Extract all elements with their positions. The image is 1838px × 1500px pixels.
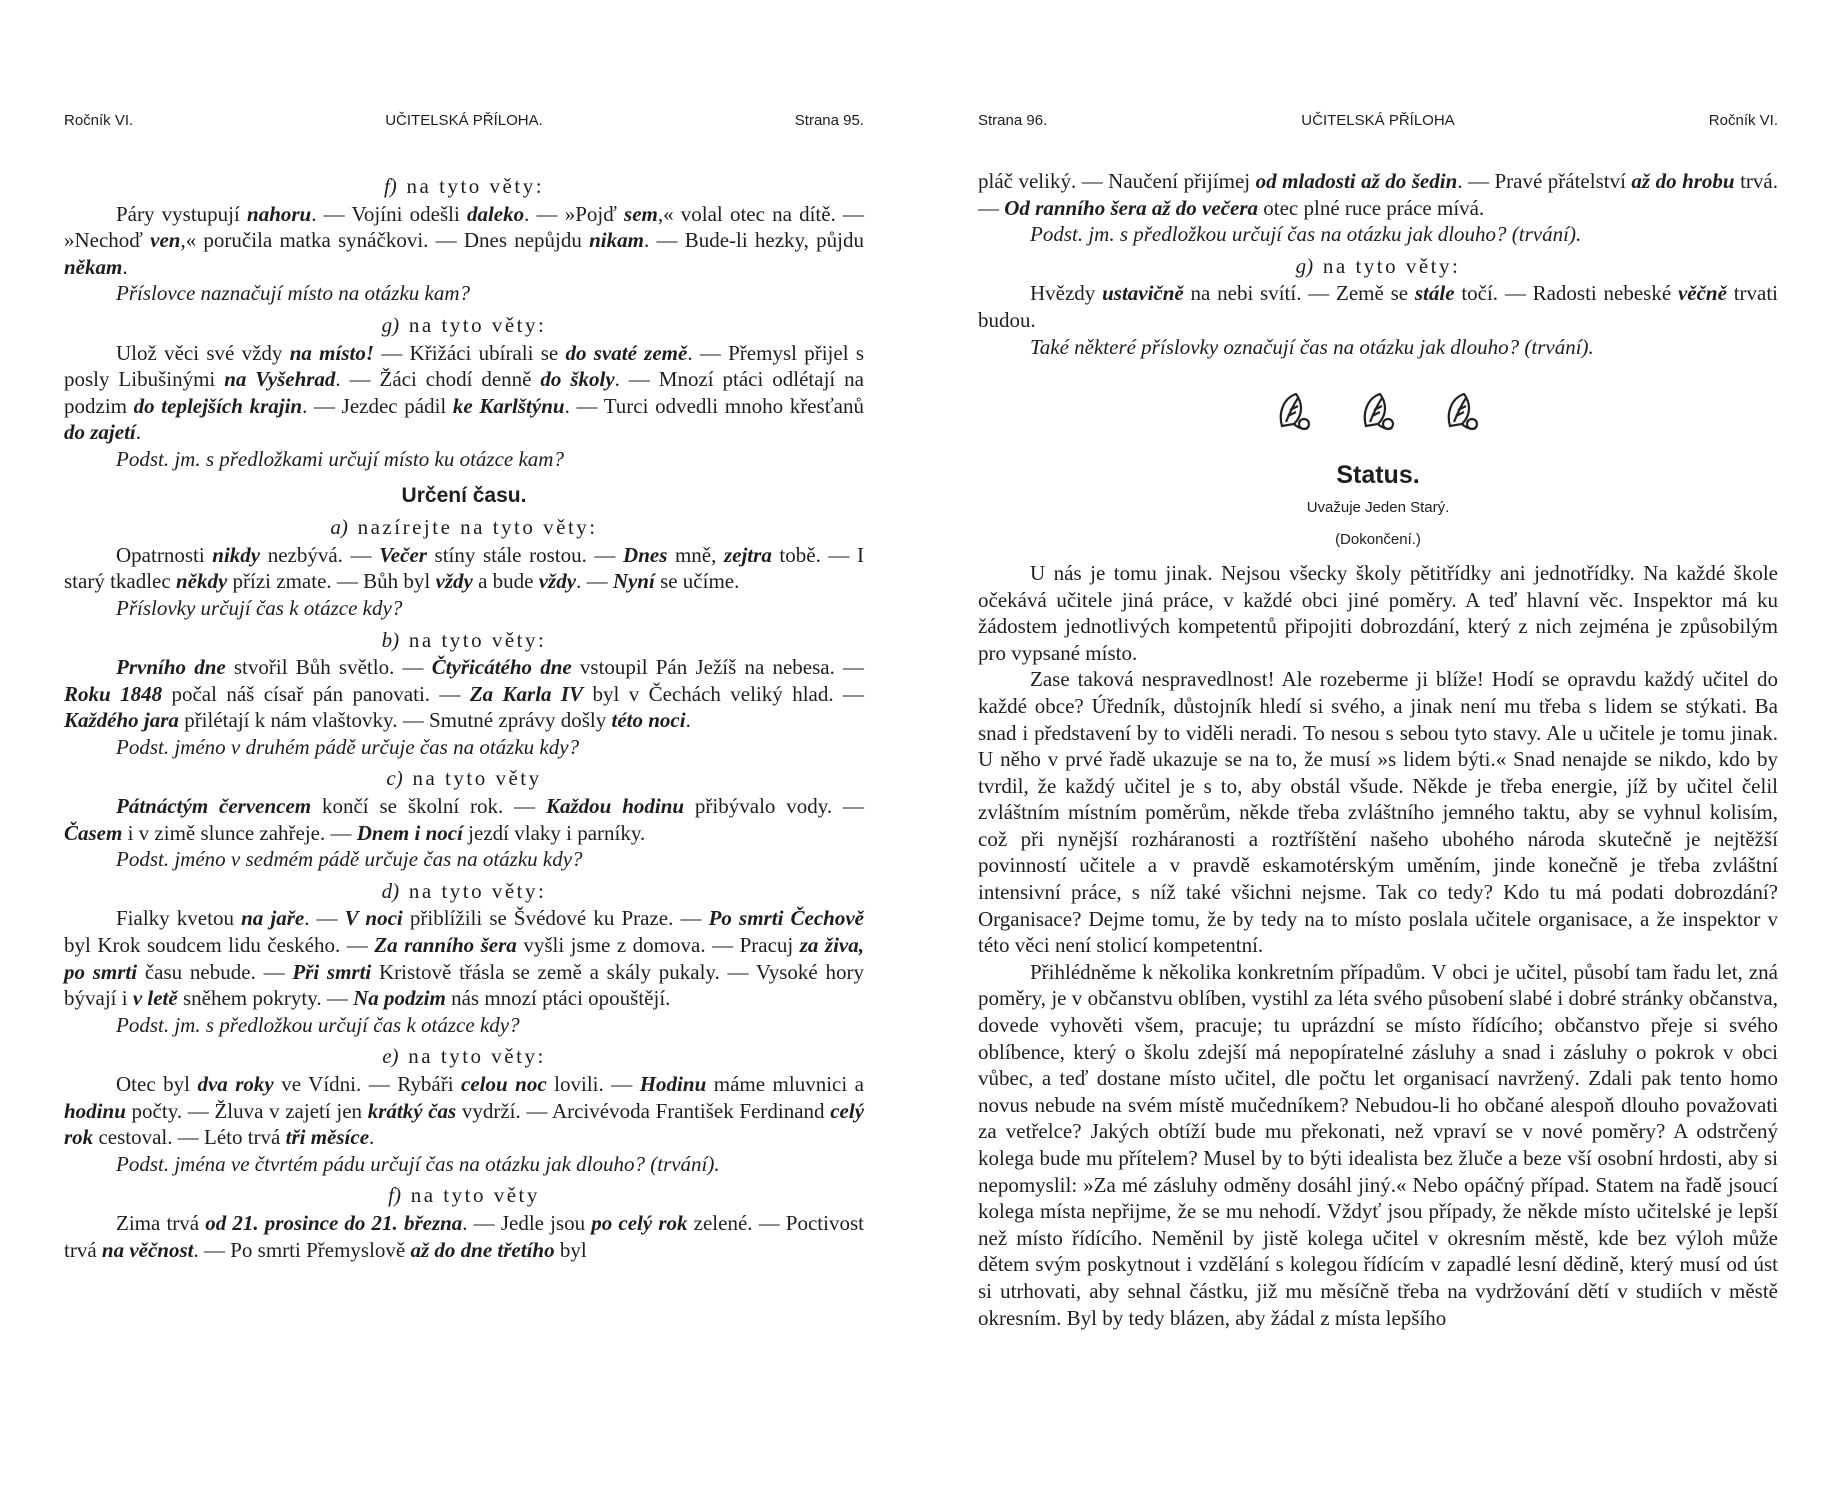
article-paragraph: U nás je tomu jinak. Nejsou všecky školy pětitřídky ani jednotřídky. Na každé škole očekává učitele jiná práce, v každé obci jiné poměry. A teď hlavní věc. Inspektor má ku žádostem jednotlivých kompetentů připojiti dobrozdání, který z nich zejména je způsobilým pro vypsané místo. [978,560,1778,665]
example-sentences: Pátnáctým červencem končí se školní rok. — Každou hodinu přibývalo vody. — Časem i v zimě slunce zahřeje. — Dnem i nocí jezdí vlaky i parníky. [64,794,865,845]
example-sentences: Zima trvá od 21. prosince do 21. března. — Jedle jsou po celý rok zelené. — Poctivost trvá na věčnost. — Po smrti Přemyslově až do dne třetího byl [64,1210,864,1262]
page-number: Strana 96. [978,112,1048,129]
exercise-letter: f) [388,1183,401,1208]
example-sentences: pláč veliký. — Naučení přijímej od mladosti až do šedin. — Pravé přátelství až do hrobu trvá. — Od ranního šera až do večera otec plné ruce práce mívá. [978,169,1778,220]
grammar-rule: Podst. jméno v druhém pádě určuje čas na otázku kdy? [116,734,580,759]
grammar-rule: Také některé příslovky označují čas na otázku jak dlouho? (trvání). [1030,334,1594,359]
grammar-rule: Podst. jm. s předložkou určují čas na otázku jak dlouho? (trvání). [1030,222,1582,247]
page-number: Strana 95. [794,112,864,129]
exercise-heading [64,514,864,541]
exercise-instruction: nazírejte na tyto věty: [349,515,598,540]
article-paragraph: Zase taková nespravedlnost! Ale rozeberme ji blíže! Hodí se opravdu každý učitel do každé obce? Úředník, důstojník hledí si svého, a jinak není mu třeba s lidem se stýkati. Ba snad i představení by to viděli neradi. To nesou s sebou tyto stavy. Ale u učitele je tomu jinak. U něho v prvé řadě ukazuje se na to, že musí »s lidem býti.« Snad nenajde se nikdo, kdo by tvrdil, že každý učitel je s to, aby obstál všude. Někde je třeba energie, jíž by učitel čelil zvláštním místním poměrům, někde třeba zvláštního jemného taktu, aby se vyhnul kolisím, což při nynější rozháranosti a roztříštění našeho ubohého národa skutečně je nejtěžší povinností učitele a v pravdě eskamotérským uměním, jinde konečně je třeba zvláštní intensivní práce, s níž také všichni nejsme. Tak co tedy? Kdo tu má podati dobrozdání? Organisace? Dejme tomu, že by tedy na to místo poslala učitele organisace, a že inspektor v této věci není stolicí kompetentní. [978,667,1778,958]
leaf-ornament-icon [1442,390,1482,432]
exercise-heading [64,1043,864,1070]
journal-title: UČITELSKÁ PŘÍLOHA. [385,112,543,129]
grammar-rule: Podst. jm. s předložkou určují čas k otázce kdy? [116,1012,520,1037]
example-sentences: Páry vystupují nahoru. — Vojíni odešli daleko. — »Pojď sem,« volal otec na dítě. — »Nechoď ven,« poručila matka synáčkovi. — Dnes nepůjdu nikam. — Bude-li hezky, půjdu někam. [64,201,865,279]
exercise-letter: e) [382,1044,399,1069]
article-title: Status. [1336,461,1420,490]
article-paragraph: Přihlédněme k několika konkretním případům. V obci je učitel, působí tam řadu let, zná poměry, je v občanstvu oblíben, vystihl za léta svého působení slabé i dobré stránky občanstva, dovede vyhověti všem, pracuje; tu uprázdní se místo řídícího; občanstvo přeje si svého oblíbence, který o školu zdejší má nepopíratelné zásluhy a snad i zásluhy o pokrok v obci vůbec, a teď dostane místo učitel, dle počtu let organisací navržený. Zdali pak tento homo novus nebude na svém místě mučedníkem? Nebudou-li ho občané alespoň dlouho považovati za vetřelce? Jakých obtíží bude mu překonati, než vpraví se v nové poměry? A odstrčený kolega bude mu přítelem? Musel by to býti idealista bez žluče a beze vší osobní hrdosti, aby si nepomyslil: »Za mé zásluhy odměny dosáhl jiný.« Nebo opáčný případ. Statem na řadě jsoucí kolega místa nepřijme, že se mu nehodí. Vždyť jsou případy, že někde místo učitelské je lepší než místo řídícího. Neměnil by jistě kolega učitel v okresním městě, kde bez výloh může dětem svým poskytnout i vzdělání s kolegou řídícím v zapadlé lesní dědině, který musí od úst si utrhovati, aby sehnal částku, již mu měsíčně třeba na vydržování dětí v studiích v městě okresním. Byl by tedy blázen, aby žádal z místa lepšího [978,959,1778,1330]
section-title: Určení času. [401,483,527,507]
exercise-instruction: na tyto věty [402,1183,540,1208]
ornament-row [978,390,1778,432]
volume-label: Ročník VI. [1708,112,1778,129]
page-body [64,170,864,1263]
exercise-heading [64,765,864,792]
grammar-rule: Podst. jm. s předložkami určují místo ku otázce kam? [116,446,564,471]
exercise-letter: d) [381,878,400,903]
grammar-rule: Podst. jméno v sedmém pádě určuje čas na otázku kdy? [116,847,583,872]
article-author: Uvažuje Jeden Starý. [1306,498,1450,516]
grammar-rule: Příslovce naznačují místo na otázku kam? [116,281,471,306]
exercise-letter: g) [381,312,400,337]
exercise-heading [64,173,864,200]
example-sentences: Hvězdy ustavičně na nebi svítí. — Země se stále točí. — Radosti nebeské věčně trvati budou. [978,281,1779,332]
exercise-heading [64,878,864,905]
exercise-instruction: na tyto věty: [401,878,547,903]
exercise-heading [64,312,864,339]
exercise-instruction: na tyto věty: [401,312,547,337]
grammar-rule: Příslovky určují čas k otázce kdy? [116,595,403,620]
exercise-heading [64,627,864,654]
exercise-instruction: na tyto věty: [400,1044,546,1069]
exercise-letter: a) [330,515,348,540]
leaf-ornament-icon [1274,390,1314,432]
exercise-instruction: na tyto věty: [398,174,545,198]
page-header [64,112,864,136]
exercise-letter: f) [383,174,397,198]
example-sentences: Opatrnosti nikdy nezbývá. — Večer stíny stále rostou. — Dnes mně, zejtra tobě. — I starý tkadlec někdy přízi zmate. — Bůh byl vždy a bude vždy. — Nyní se učíme. [64,542,865,594]
exercise-letter: b) [381,627,400,652]
exercise-continuation [978,168,1778,360]
example-sentences: Fialky kvetou na jaře. — V noci přiblížili se Švédové ku Praze. — Po smrti Čechově byl Krok soudcem lidu českého. — Za ranního šera vyšli jsme z domova. — Pracuj za živa, po smrti času nebude. — Při smrti Kristově třásla se země a skály pukaly. — Vysoké hory bývají i v letě sněhem pokryty. — Na podzim nás mnozí ptáci opouštějí. [64,906,865,1011]
page-body [978,168,1778,1331]
exercise-heading [978,253,1778,280]
article-note: (Dokončení.) [1335,531,1421,549]
page-header [978,112,1778,136]
leaf-ornament-icon [1358,390,1398,432]
exercise-instruction: na tyto věty [404,766,542,791]
example-sentences: Ulož věci své vždy na místo! — Křižáci ubírali se do svaté země. — Přemysl přijel s posly Libušinými na Vyšehrad. — Žáci chodí denně do školy. — Mnozí ptáci odlétají na podzim do teplejších krajin. — Jezdec pádil ke Karlštýnu. — Turci odvedli mnoho křesťanů do zajetí. [64,340,864,445]
example-sentences: Prvního dne stvořil Bůh světlo. — Čtyřicátého dne vstoupil Pán Ježíš na nebesa. — Roku 1848 počal náš císař pán panovati. — Za Karla IV byl v Čechách veliký hlad. — Každého jara přilétají k nám vlaštovky. — Smutné zprávy došly této noci. [64,655,865,733]
exercise-letter: g) [1295,253,1314,278]
exercise-instruction: na tyto věty: [1315,253,1461,278]
volume-label: Ročník VI. [64,112,134,129]
example-sentences: Otec byl dva roky ve Vídni. — Rybáři celou noc lovili. — Hodinu máme mluvnici a hodinu počty. — Žluva v zajetí jen krátký čas vydrží. — Arcivévoda František Ferdinand celý rok cestoval. — Léto trvá tři měsíce. [64,1072,865,1150]
grammar-rule: Podst. jména ve čtvrtém pádu určují čas na otázku jak dlouho? (trvání). [116,1151,720,1176]
exercise-instruction: na tyto věty: [401,627,547,652]
exercise-letter: c) [386,766,403,791]
exercise-heading [64,1182,864,1209]
right-page [978,0,1778,1500]
journal-title: UČITELSKÁ PŘÍLOHA [1301,112,1455,129]
left-page [64,0,864,1500]
